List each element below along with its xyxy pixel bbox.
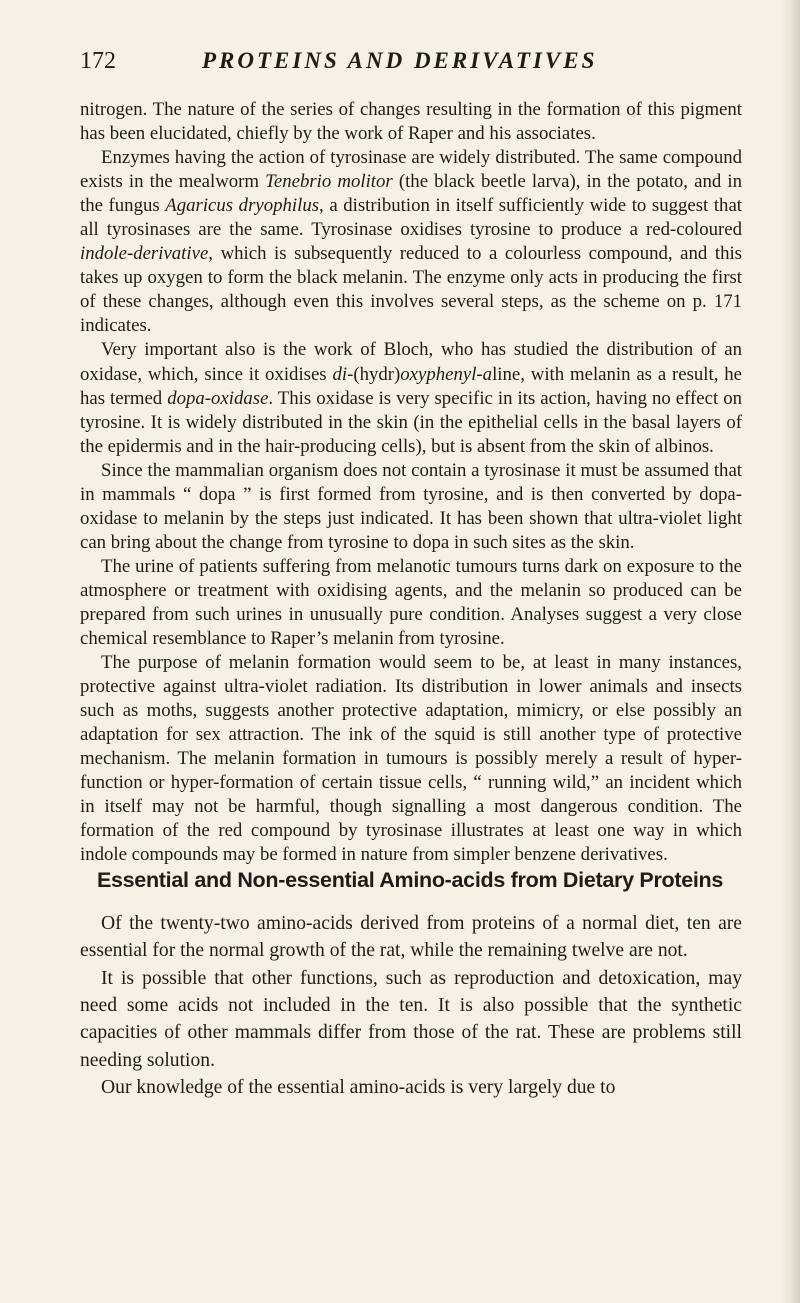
paragraph — [80, 98, 742, 146]
section-heading: Essential and Non-essential Amino-acids from Dietary Proteins — [96, 868, 724, 892]
paragraph — [80, 146, 742, 338]
section-paragraph: Of the twenty-two amino-acids derived from proteins of a normal diet, ten are essential for the normal growth of the rat, while the remaining twelve are not. — [80, 913, 742, 962]
text-run: The urine of patients suffering from melanotic tumours turns dark on exposure to the atmosphere or treatment with oxidising agents, and the melanin so produced can be prepared from such urines in unusually pure condition. Analyses suggest a very close chemical resemblance to Raper’s melanin from tyrosine. — [80, 555, 742, 650]
body-text — [80, 98, 742, 868]
paragraph — [80, 651, 742, 867]
running-head — [80, 48, 740, 82]
paragraph — [80, 459, 742, 555]
text-run: Very important also is the work of Bloch, who has studied the distribution of an oxidase, which, since it oxidises — [80, 339, 742, 385]
text-run: -(hydr) — [347, 363, 401, 385]
text-run: line, with melanin as a result, he has termed — [80, 363, 742, 409]
section-text — [80, 910, 742, 1101]
page-number: 172 — [80, 48, 116, 74]
text-run: (the black beetle larva), in the potato, and in the fungus — [80, 171, 742, 217]
section-paragraph: It is possible that other functions, such as reproduction and detoxication, may need some acids not included in the ten. It is also possible that the synthetic capacities of other mammals differ from those of the rat. These are problems still needing solution. — [80, 967, 742, 1071]
text-run: Enzymes having the action of tyrosinase are widely distributed. The same compound exists in the mealworm — [80, 147, 742, 193]
paragraph — [80, 338, 742, 458]
italic-text-run: a — [482, 363, 493, 385]
italic-text-run: dopa-oxidase — [167, 387, 269, 409]
paragraph — [80, 555, 742, 651]
text-run: , which is subsequently reduced to a colourless compound, and this takes up oxygen to form the black melanin. The enzyme only acts in producing the first of these changes, although even this involves several steps, as the scheme on p. 171 indicates. — [80, 243, 742, 337]
italic-text-run: Tenebrio molitor — [265, 171, 393, 193]
italic-text-run: oxyphenyl — [400, 363, 477, 385]
text-run: - — [476, 363, 483, 385]
italic-text-run: Agaricus dryophilus — [165, 195, 320, 217]
text-run: , a distribution in itself sufficiently wide to suggest that all tyrosinases are the same. Tyrosinase oxidises tyrosine to produce a red-coloured — [80, 195, 743, 241]
text-run: nitrogen. The nature of the series of changes resulting in the formation of this pigment has been elucidated, chiefly by the work of Raper and his associates. — [80, 99, 742, 145]
text-run: Since the mammalian organism does not contain a tyrosinase it must be assumed that in mammals “ dopa ” is first formed from tyrosine, and is then converted by dopa-oxidase to melanin by the steps just indicated. It has been shown that ultra-violet light can bring about the change from tyrosine to dopa in such sites as the skin. — [80, 459, 742, 553]
text-run: The purpose of melanin formation would seem to be, at least in many instances, protective against ultra-violet radiation. Its distribution in lower animals and insects such as moths, suggests another protective adaptation, mimicry, or else possibly an adaptation for sex attraction. The ink of the squid is still another type of protective mechanism. The melanin formation in tumours is possibly merely a result of hyper-function or hyper-formation of certain tissue cells, “ running wild,” an incident which in itself may not be harmful, though signalling a most dangerous condition. The formation of the red compound by tyrosinase illustrates at least one way in which indole compounds may be formed in nature from simpler benzene derivatives. — [80, 652, 742, 866]
section-paragraph: Our knowledge of the essential amino-acids is very largely due to — [101, 1077, 616, 1099]
text-run: . This oxidase is very specific in its action, having no effect on tyrosine. It is widely distributed in the skin (in the epithelial cells in the basal layers of the epidermis and in the hair-producing cells), but is absent from the skin of albinos. — [80, 387, 742, 457]
italic-text-run: indole-derivative — [80, 243, 209, 265]
running-title: PROTEINS AND DERIVATIVES — [202, 48, 598, 73]
italic-text-run: di — [332, 363, 348, 385]
page-spine-shadow — [780, 0, 800, 1303]
